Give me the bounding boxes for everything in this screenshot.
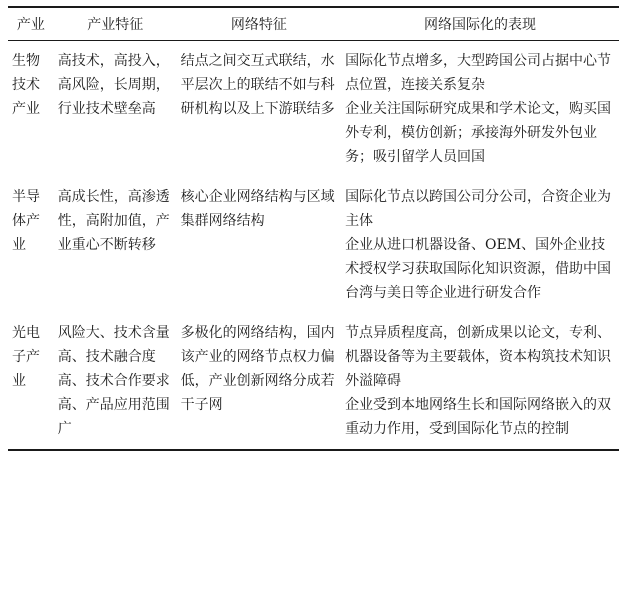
cell-industry-features: 高成长性，高渗透性，高附加值，产业重心不断转移 xyxy=(57,189,170,253)
cell-industry: 半导体产业 xyxy=(12,189,40,253)
cell-network-features: 多极化的网络结构，国内该产业的网络节点权力偏低，产业创新网络分成若干子网 xyxy=(177,313,341,450)
table-row xyxy=(8,313,619,450)
table-row xyxy=(8,41,619,178)
header-row xyxy=(8,7,619,41)
cell-internationalization xyxy=(341,41,619,178)
table-row xyxy=(8,177,619,313)
intl-paragraph: 企业从进口机器设备、OEM、国外企业技术授权学习获取国际化知识资源，借助中国台湾与美日等企业进行研发合作 xyxy=(345,237,612,301)
intl-paragraph: 国际化节点增多，大型跨国公司占据中心节点位置，连接关系复杂 xyxy=(345,53,612,93)
table-body xyxy=(8,41,619,451)
intl-paragraph: 企业受到本地网络生长和国际网络嵌入的双重动力作用，受到国际化节点的控制 xyxy=(345,397,612,437)
cell-industry: 生物技术产业 xyxy=(12,53,40,117)
cell-network-features: 结点之间交互式联结，水平层次上的联结不如与科研机构以及上下游联结多 xyxy=(180,53,335,117)
intl-paragraph: 国际化节点以跨国公司分公司，合资企业为主体 xyxy=(345,189,612,229)
header-industry-features: 产业特征 xyxy=(54,7,177,41)
intl-paragraph: 节点异质程度高，创新成果以论文，专利、机器设备等为主要载体，资本构筑技术知识外溢障碍 xyxy=(345,325,612,389)
table-header xyxy=(8,7,619,41)
cell-network-features: 核心企业网络结构与区域集群网络结构 xyxy=(180,189,335,229)
cell-internationalization xyxy=(341,177,619,313)
cell-industry-features: 风险大、技术含量高、技术融合度高、技术合作要求高、产品应用范围广 xyxy=(54,313,177,450)
header-industry: 产业 xyxy=(8,7,54,41)
cell-internationalization xyxy=(341,313,619,450)
header-network-internationalization: 网络国际化的表现 xyxy=(341,7,619,41)
cell-industry-features: 高技术，高投入，高风险，长周期，行业技术壁垒高 xyxy=(57,53,170,117)
intl-paragraph: 企业关注国际研究成果和学术论文，购买国外专利，模仿创新；承接海外研发外包业务；吸引留学人员回国 xyxy=(345,101,612,165)
cell-industry: 光电子产业 xyxy=(8,313,54,450)
industry-network-table xyxy=(8,6,619,451)
header-network-features: 网络特征 xyxy=(177,7,341,41)
